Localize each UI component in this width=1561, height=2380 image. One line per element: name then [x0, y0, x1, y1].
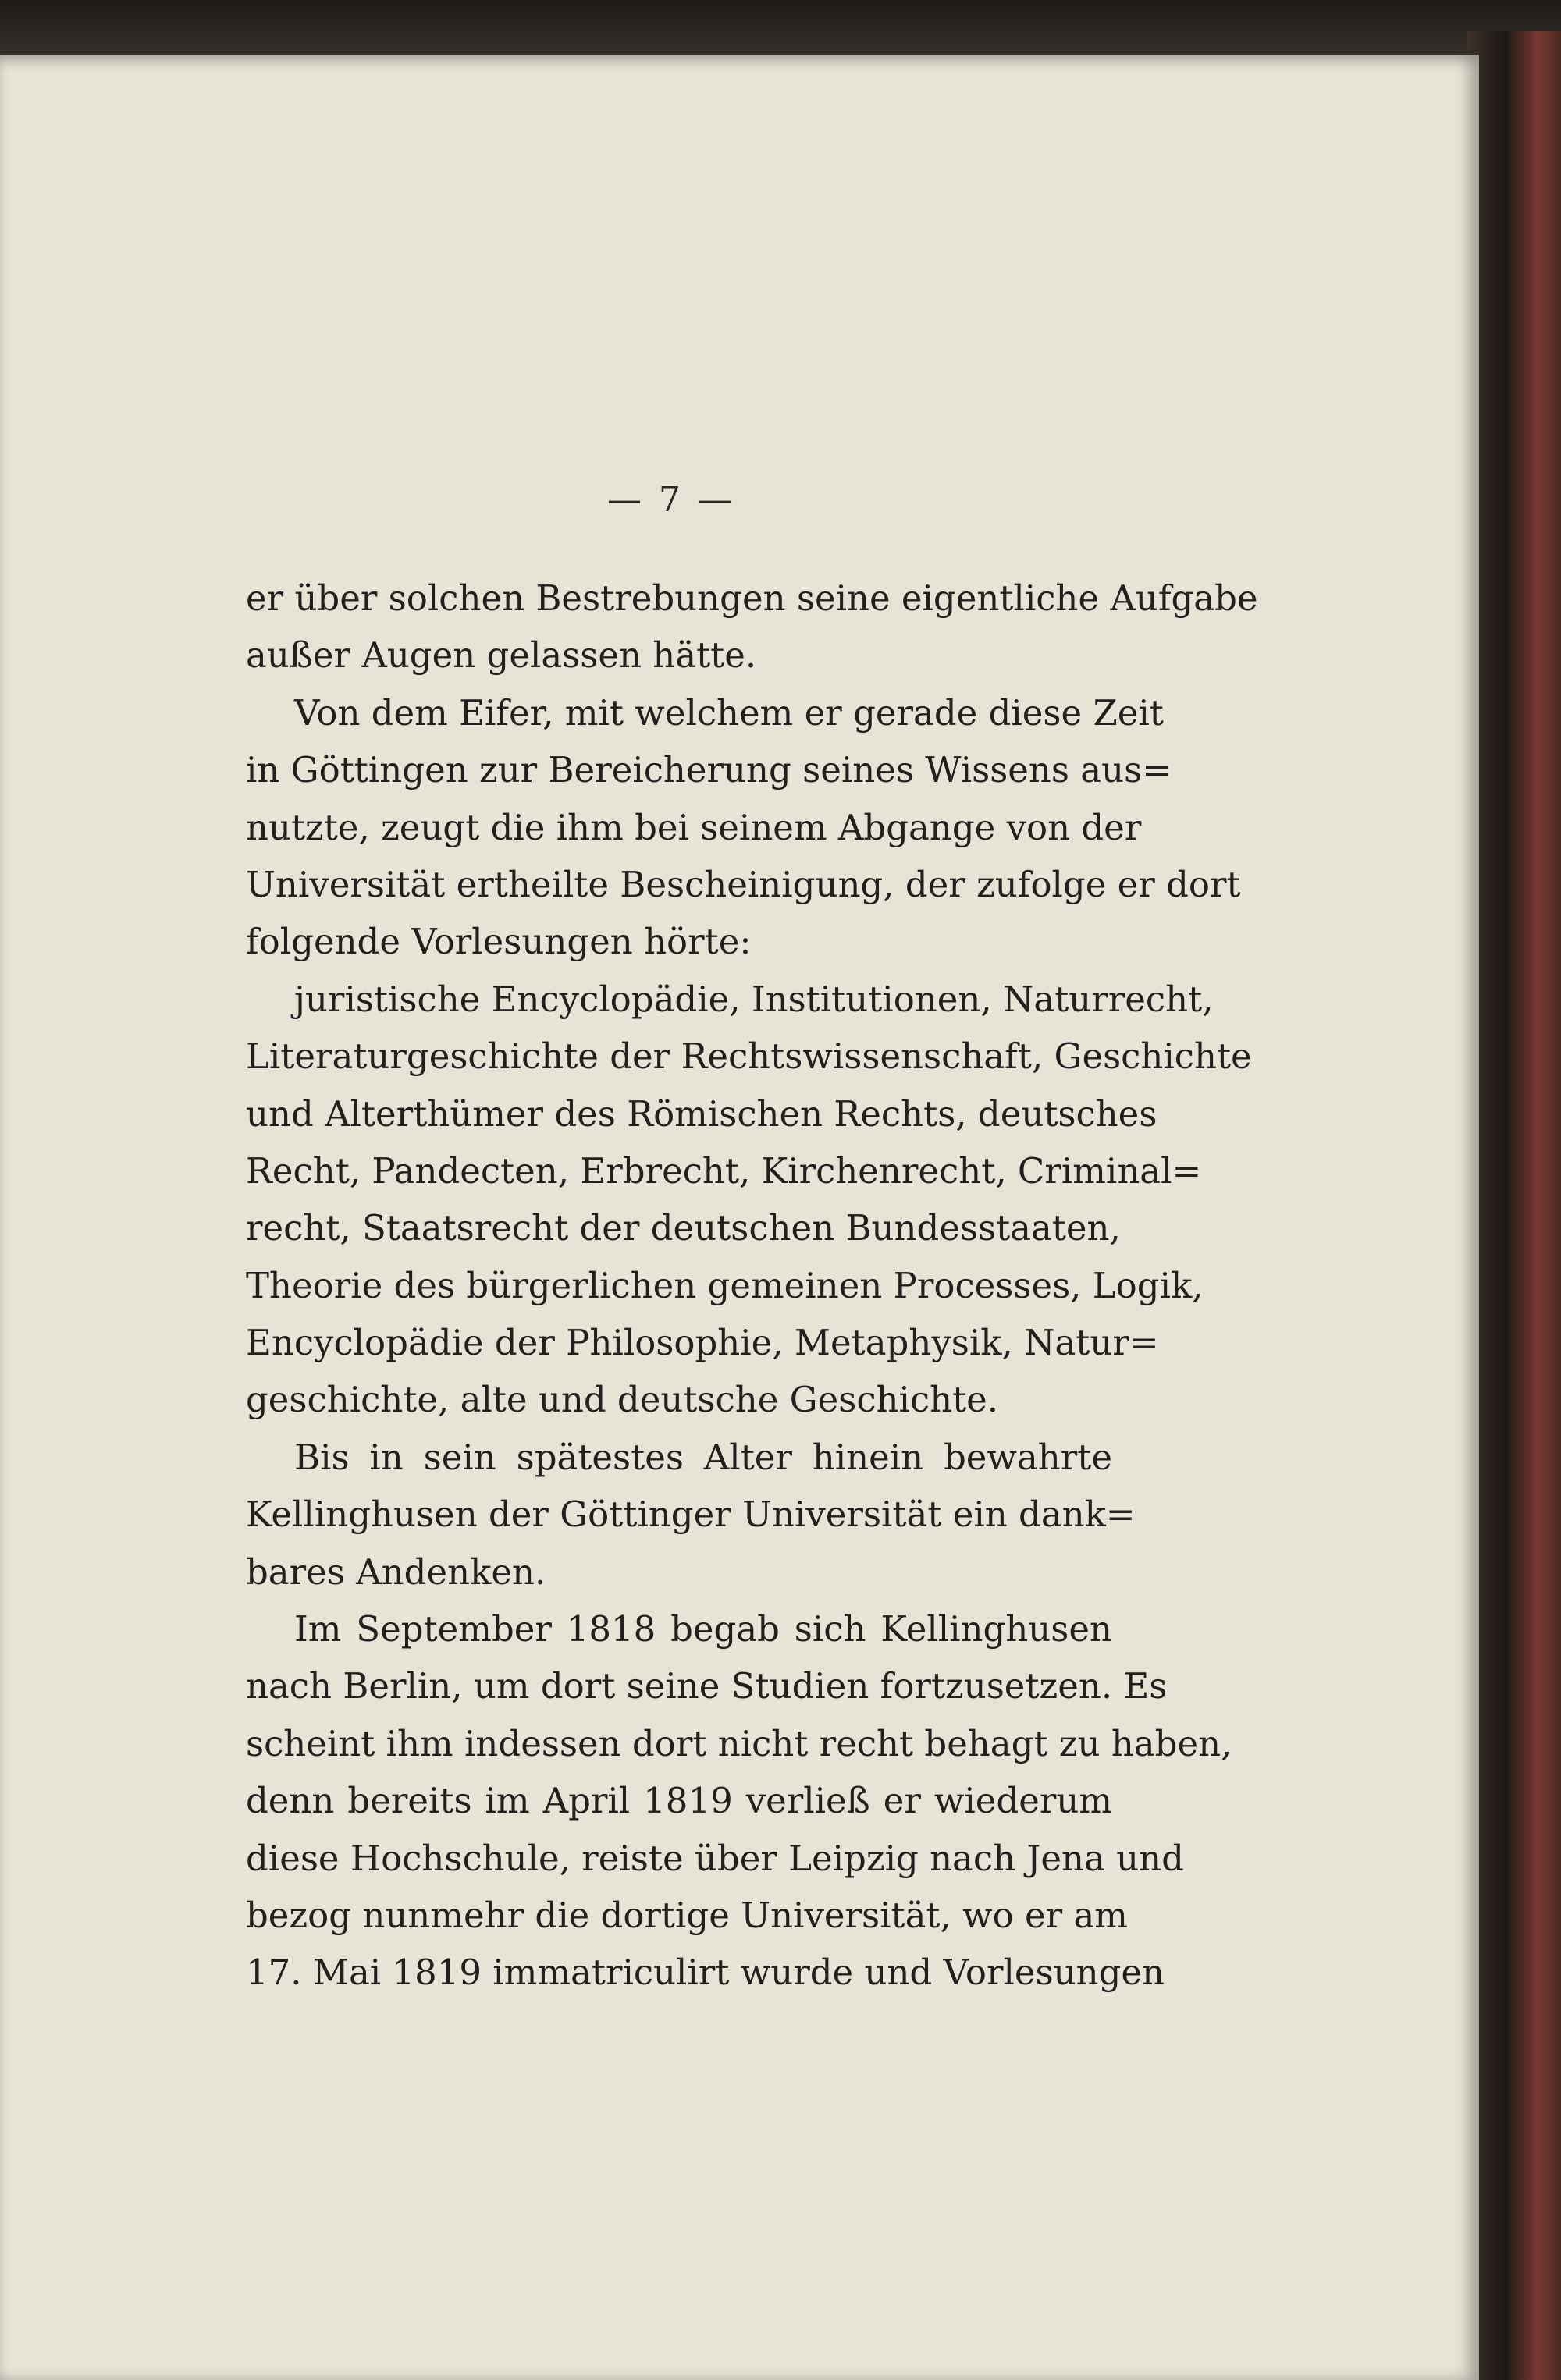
- text-line: juristische Encyclopädie, Institutionen, Naturrecht,: [294, 978, 1214, 1020]
- text-line: scheint ihm indessen dort nicht recht behagt zu haben,: [246, 1722, 1232, 1764]
- text-line: er über solchen Bestrebungen seine eigentliche Aufgabe: [246, 577, 1258, 619]
- page-number: — 7 —: [607, 480, 735, 520]
- text-line: Universität ertheilte Bescheinigung, der zufolge er dort: [246, 863, 1241, 905]
- text-line: geschichte, alte und deutsche Geschichte.: [246, 1379, 999, 1421]
- text-line: Recht, Pandecten, Erbrecht, Kirchenrecht, Criminal=: [246, 1149, 1202, 1192]
- text-line: Bis in sein spätestes Alter hinein bewahrte: [294, 1436, 1112, 1478]
- text-line: nach Berlin, um dort seine Studien fortzusetzen. Es: [246, 1665, 1168, 1707]
- text-line: in Göttingen zur Bereicherung seines Wissens aus=: [246, 749, 1172, 791]
- book-page: [0, 55, 1479, 2380]
- text-line: und Alterthümer des Römischen Rechts, deutsches: [246, 1092, 1157, 1135]
- body-text: [246, 570, 1258, 2002]
- text-line: 17. Mai 1819 immatriculirt wurde und Vorlesungen: [246, 1952, 1165, 1994]
- text-line: bares Andenken.: [246, 1551, 546, 1593]
- text-line: außer Augen gelassen hätte.: [246, 634, 757, 677]
- book-top-edge: [0, 0, 1561, 62]
- text-line: bezog nunmehr die dortige Universität, wo er am: [246, 1894, 1128, 1936]
- text-line: Im September 1818 begab sich Kellinghusen: [294, 1608, 1112, 1650]
- book-right-edge: [1467, 31, 1561, 2380]
- text-line: recht, Staatsrecht der deutschen Bundesstaaten,: [246, 1207, 1121, 1249]
- text-line: nutzte, zeugt die ihm bei seinem Abgange von der: [246, 806, 1142, 848]
- text-line: Von dem Eifer, mit welchem er gerade diese Zeit: [294, 691, 1164, 734]
- text-line: Encyclopädie der Philosophie, Metaphysik, Natur=: [246, 1322, 1159, 1364]
- text-line: diese Hochschule, reiste über Leipzig nach Jena und: [246, 1837, 1184, 1879]
- text-line: Literaturgeschichte der Rechtswissenschaft, Geschichte: [246, 1035, 1252, 1078]
- text-line: Kellinghusen der Göttinger Universität ein dank=: [246, 1494, 1136, 1536]
- text-line: denn bereits im April 1819 verließ er wiederum: [246, 1780, 1112, 1822]
- text-line: folgende Vorlesungen hörte:: [246, 921, 752, 963]
- text-line: Theorie des bürgerlichen gemeinen Processes, Logik,: [246, 1264, 1204, 1306]
